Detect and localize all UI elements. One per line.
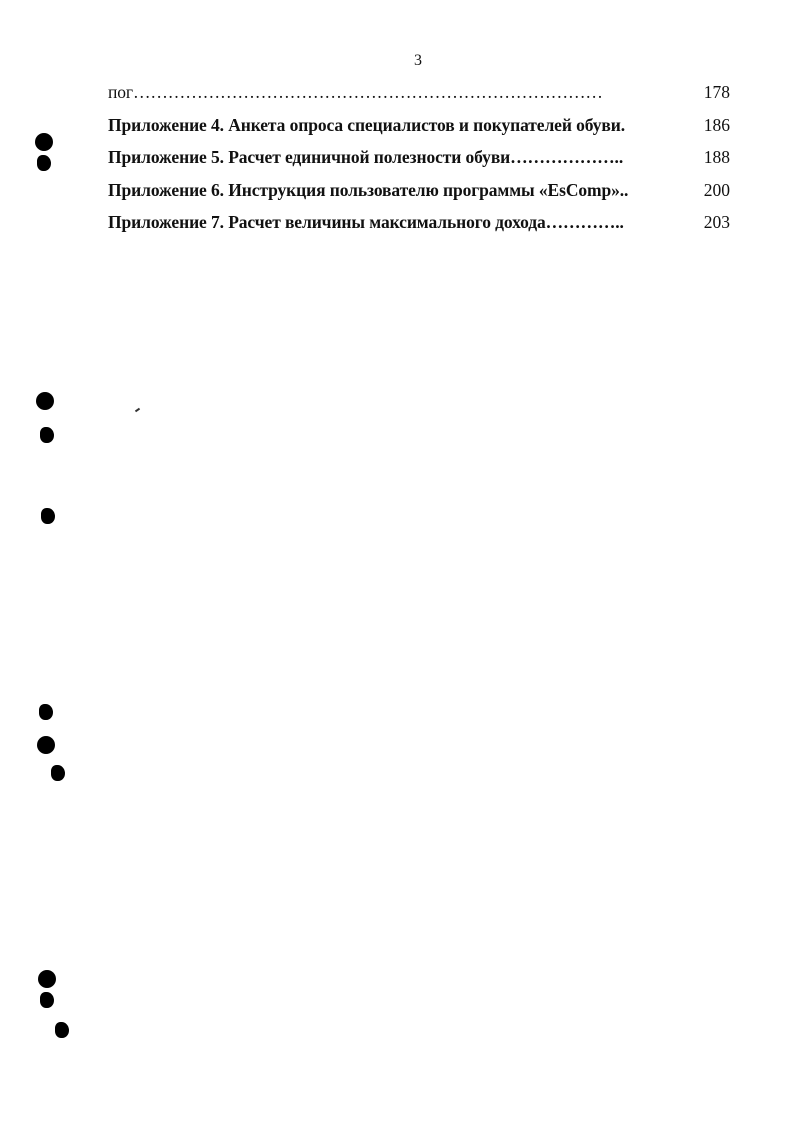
punch-hole-mark [36, 392, 54, 410]
toc-entry-page: 186 [703, 114, 730, 135]
punch-hole-mark [35, 133, 53, 151]
punch-hole-mark [38, 970, 56, 988]
toc-entry-title: Приложение 5. Расчет единичной полезности обуви……………….. [108, 147, 624, 167]
toc-entry-title: Приложение 7. Расчет величины максимального дохода………….. [108, 212, 624, 232]
toc-entry [108, 82, 730, 115]
punch-hole-mark [51, 765, 65, 781]
punch-hole-mark [40, 992, 54, 1008]
punch-hole-mark [40, 427, 54, 443]
punch-hole-mark [41, 508, 55, 524]
punch-hole-mark [39, 704, 53, 720]
toc-entry [108, 212, 730, 245]
page-number: 3 [414, 52, 422, 69]
punch-hole-mark [55, 1022, 69, 1038]
toc-entry-page: 188 [703, 147, 730, 167]
punch-hole-mark [37, 736, 55, 754]
toc-entry [108, 115, 730, 148]
toc-entry [108, 180, 730, 213]
toc-entry-title: пог……………………………………………………………………… [108, 82, 603, 102]
toc-entry-title: Приложение 6. Инструкция пользователю программы «EsComp».. [108, 179, 629, 200]
toc-entry [108, 147, 730, 180]
scan-speck-mark [135, 408, 140, 413]
punch-hole-mark [37, 155, 51, 171]
toc-entry-title: Приложение 4. Анкета опроса специалистов и покупателей обуви. [108, 114, 626, 135]
table-of-contents [108, 82, 730, 245]
toc-entry-page: 178 [703, 82, 730, 102]
toc-entry-page: 203 [703, 212, 730, 232]
toc-entry-page: 200 [703, 179, 730, 200]
